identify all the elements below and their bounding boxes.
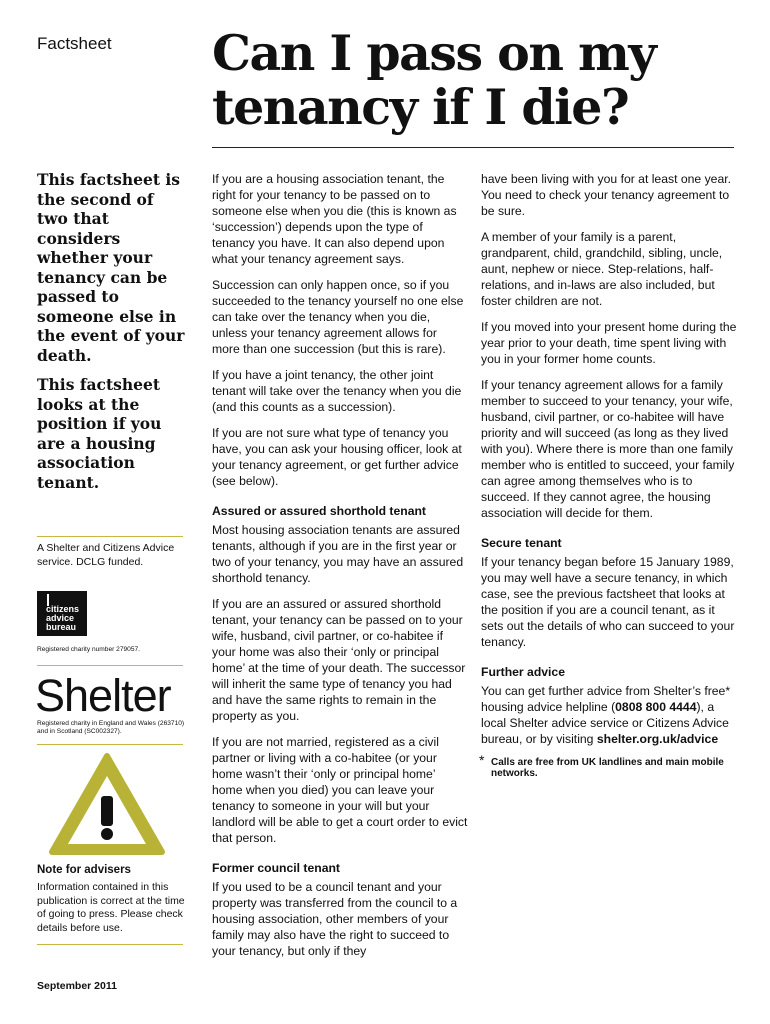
- body-column-2: [481, 171, 737, 779]
- note-for-advisers-body: Information contained in this publication is correct at the time of going to press. Please check details before use.: [37, 881, 185, 934]
- heading-assured-tenant: Assured or assured shorthold tenant: [212, 504, 426, 518]
- paragraph: If you are not married, registered as a civil partner or living with a co-habitee (or your home wasn’t their ‘only or principal home’ home when you died) you can leave your tenancy to someone in your will but your landlord will be able to get a court order to evict that person.: [212, 735, 468, 845]
- body-column-1: [212, 171, 468, 969]
- paragraph: If you are not sure what type of tenancy you have, you can ask your housing officer, look at your tenancy agreement, or get further advice (see below).: [212, 426, 462, 488]
- note-for-advisers-heading: Note for advisers: [37, 864, 131, 876]
- paragraph: Most housing association tenants are assured tenants, although if you are in the first year or two of your tenancy, you may have an assured shorthold tenancy.: [212, 523, 464, 585]
- footnote: * Calls are free from UK landlines and main mobile networks.: [479, 752, 724, 779]
- paragraph: If you used to be a council tenant and your property was transferred from the council to a housing association, other members of your family may also have the right to succeed to your tenancy, but only if they: [212, 880, 458, 958]
- title-divider: [212, 147, 734, 148]
- paragraph: A member of your family is a parent, grandparent, child, grandchild, sibling, uncle, aunt, nephew or niece. Step-relations, half-relations, and in-laws are also included, but foster children are not.: [481, 230, 723, 308]
- heading-former-council-tenant: Former council tenant: [212, 861, 340, 875]
- shelter-logo: Shelter: [35, 670, 171, 721]
- paragraph: If you moved into your present home during the year prior to your death, time spent living with you in your former home counts.: [481, 320, 737, 366]
- page-title: [212, 26, 655, 134]
- sidebar-divider: [37, 665, 183, 666]
- service-statement: A Shelter and Citizens Advice service. DCLG funded.: [37, 542, 175, 568]
- citizens-advice-logo: citizens advice bureau: [37, 591, 87, 636]
- factsheet-label: Factsheet: [37, 34, 112, 53]
- shelter-advice-link[interactable]: shelter.org.uk/advice: [596, 732, 719, 746]
- title-line-2: tenancy if I die?: [212, 78, 629, 136]
- heading-further-advice: Further advice: [481, 665, 565, 679]
- heading-secure-tenant: Secure tenant: [481, 536, 562, 550]
- shelter-charity-number: Registered charity in England and Wales (263710) and in Scotland (SC002327).: [37, 720, 185, 735]
- paragraph: If you are an assured or assured shorthold tenant, your tenancy can be passed on to your wife, husband, civil partner, or co-habitee if your home was also their ‘only or principal home’ at the time of your death. The successor will inherit the same type of tenancy you had and have the same rights to remain in the property as you.: [212, 597, 466, 723]
- sidebar-divider: [37, 536, 183, 537]
- paragraph: If you have a joint tenancy, the other joint tenant will take over the tenancy when you die (and this counts as a succession).: [212, 368, 462, 414]
- paragraph: Succession can only happen once, so if you succeeded to the tenancy yourself no one else can take over the tenancy when you die, unless your tenancy agreement allows for more than one succession (but this is rare).: [212, 278, 464, 356]
- paragraph: have been living with you for at least one year. You need to check your tenancy agreement to be sure.: [481, 172, 731, 218]
- intro-paragraph-1: This factsheet is the second of two that considers whether your tenancy can be passed to someone else in the event of your death.: [37, 170, 185, 365]
- title-line-1: Can I pass on my: [212, 24, 656, 82]
- intro-summary: [37, 170, 189, 502]
- paragraph: If your tenancy began before 15 January 1989, you may well have a secure tenancy, in which case, see the previous factsheet that looks at the position if you are a council tenant, as it sets out the details of who can succeed to your tenancy.: [481, 555, 735, 649]
- paragraph: If your tenancy agreement allows for a family member to succeed to your tenancy, your wife, husband, civil partner, or co-habitee will have priority and will succeed (as long as they lived with you). Where there is more than one family member who is entitled to succeed, your family can agree among themselves who is to succeed. If they cannot agree, the housing association will decide for them.: [481, 378, 735, 520]
- further-advice-paragraph: You can get further advice from Shelter’s free* housing advice helpline (0808 800 4444), a local Shelter advice service or Citizens Advice bureau, or by visiting shelter.org.uk/advice: [481, 684, 731, 746]
- publication-date: September 2011: [37, 980, 117, 992]
- helpline-number: 0808 800 4444: [615, 700, 697, 714]
- paragraph: If you are a housing association tenant, the right for your tenancy to be passed on to someone else when you die (this is known as ‘succession’) depends upon the type of tenancy you have. It can also depend upon what your tenancy agreement says.: [212, 172, 457, 266]
- cab-charity-number: Registered charity number 279057.: [37, 646, 140, 653]
- warning-triangle-icon: [48, 752, 166, 856]
- sidebar-divider: [37, 944, 183, 945]
- sidebar-divider: [37, 744, 183, 745]
- intro-paragraph-2: This factsheet looks at the position if you are a housing association tenant.: [37, 375, 162, 492]
